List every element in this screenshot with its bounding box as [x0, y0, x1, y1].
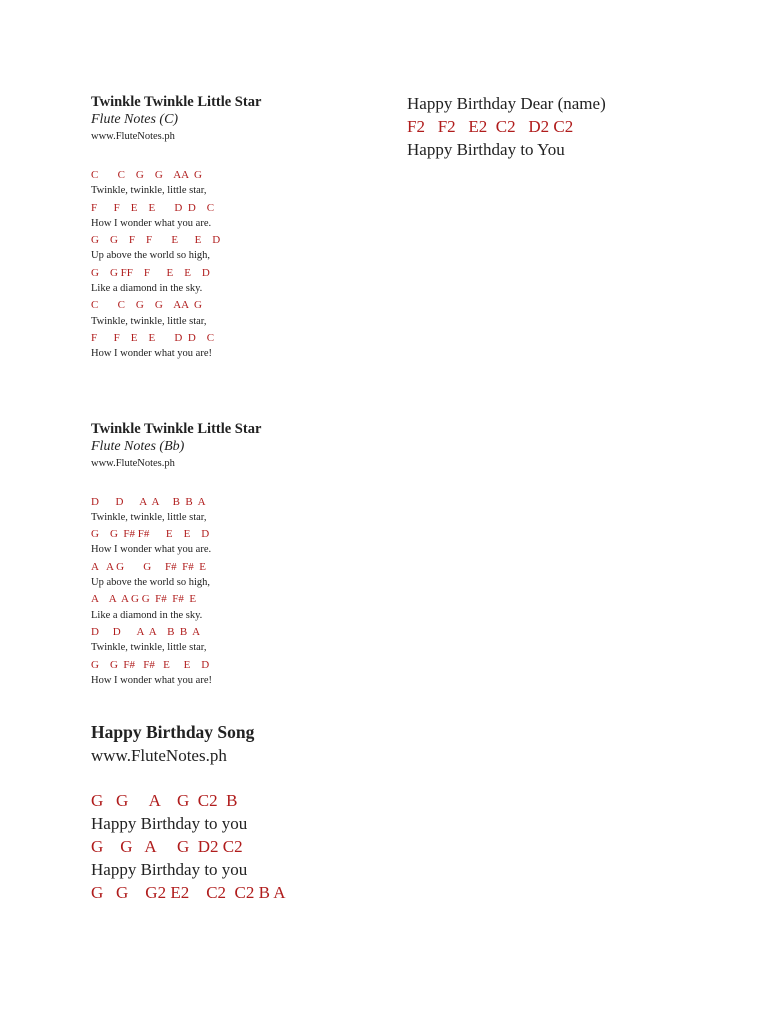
song-title: Twinkle Twinkle Little Star: [91, 420, 262, 437]
note-line: D D A A B B A: [91, 495, 206, 508]
note-line: C C G G AA G: [91, 299, 202, 312]
song-subtitle: Flute Notes (Bb): [91, 438, 185, 454]
note-line: G G F# F# E E D: [91, 528, 210, 541]
lyric-line: Like a diamond in the sky.: [91, 283, 203, 295]
twinkle-bb-section: [91, 420, 391, 690]
lyric-line: How I wonder what you are!: [91, 348, 213, 360]
lyric-line: Like a diamond in the sky.: [91, 609, 203, 621]
lyric-line: How I wonder what you are.: [91, 544, 212, 556]
note-line: G G FF F E E D: [91, 266, 210, 279]
website-url: www.FluteNotes.ph: [91, 131, 175, 142]
note-line: A A A G G F# F# E: [91, 593, 197, 606]
lyric-line: Happy Birthday Dear (name): [407, 94, 606, 113]
note-line: C C G G AA G: [91, 169, 202, 181]
lyric-line: How I wonder what you are.: [91, 217, 212, 229]
spacer: [91, 767, 391, 789]
lyric-line: Twinkle, twinkle, little star,: [91, 511, 207, 523]
website-url: www.FluteNotes.ph: [91, 746, 227, 766]
left-column: [91, 93, 391, 904]
note-line: F F E E D D C: [91, 331, 215, 344]
note-line: G G F# F# E E D: [91, 658, 210, 671]
lyric-line: Happy Birthday to you: [91, 860, 248, 880]
lyric-line: Happy Birthday to you: [91, 814, 248, 834]
happy-birthday-section: [91, 721, 391, 904]
lyric-line: Twinkle, twinkle, little star,: [91, 315, 207, 327]
right-column: [407, 92, 747, 161]
note-line: G G A G C2 B: [91, 791, 238, 811]
note-line: G G G2 E2 C2 C2 B A: [91, 883, 286, 903]
lyric-line: Up above the world so high,: [91, 250, 210, 262]
song-title: Happy Birthday Song: [91, 722, 255, 743]
song-title: Twinkle Twinkle Little Star: [91, 94, 262, 110]
song-subtitle: Flute Notes (C): [91, 112, 179, 127]
lyric-line: Happy Birthday to You: [407, 140, 565, 159]
note-line: D D A A B B A: [91, 625, 201, 638]
lyric-line: Up above the world so high,: [91, 577, 210, 589]
note-line: A A G G F# F# E: [91, 560, 206, 573]
twinkle-c-section: [91, 93, 391, 363]
note-line: F F E E D D C: [91, 201, 215, 214]
note-line: G G A G D2 C2: [91, 837, 243, 857]
spacer: [91, 145, 391, 167]
lyric-line: Twinkle, twinkle, little star,: [91, 185, 207, 197]
note-line: G G F F E E D: [91, 234, 221, 247]
note-line: F2 F2 E2 C2 D2 C2: [407, 117, 574, 136]
lyric-line: How I wonder what you are!: [91, 674, 213, 686]
lyric-line: Twinkle, twinkle, little star,: [91, 642, 207, 654]
spacer: [91, 472, 391, 494]
website-url: www.FluteNotes.ph: [91, 457, 175, 469]
